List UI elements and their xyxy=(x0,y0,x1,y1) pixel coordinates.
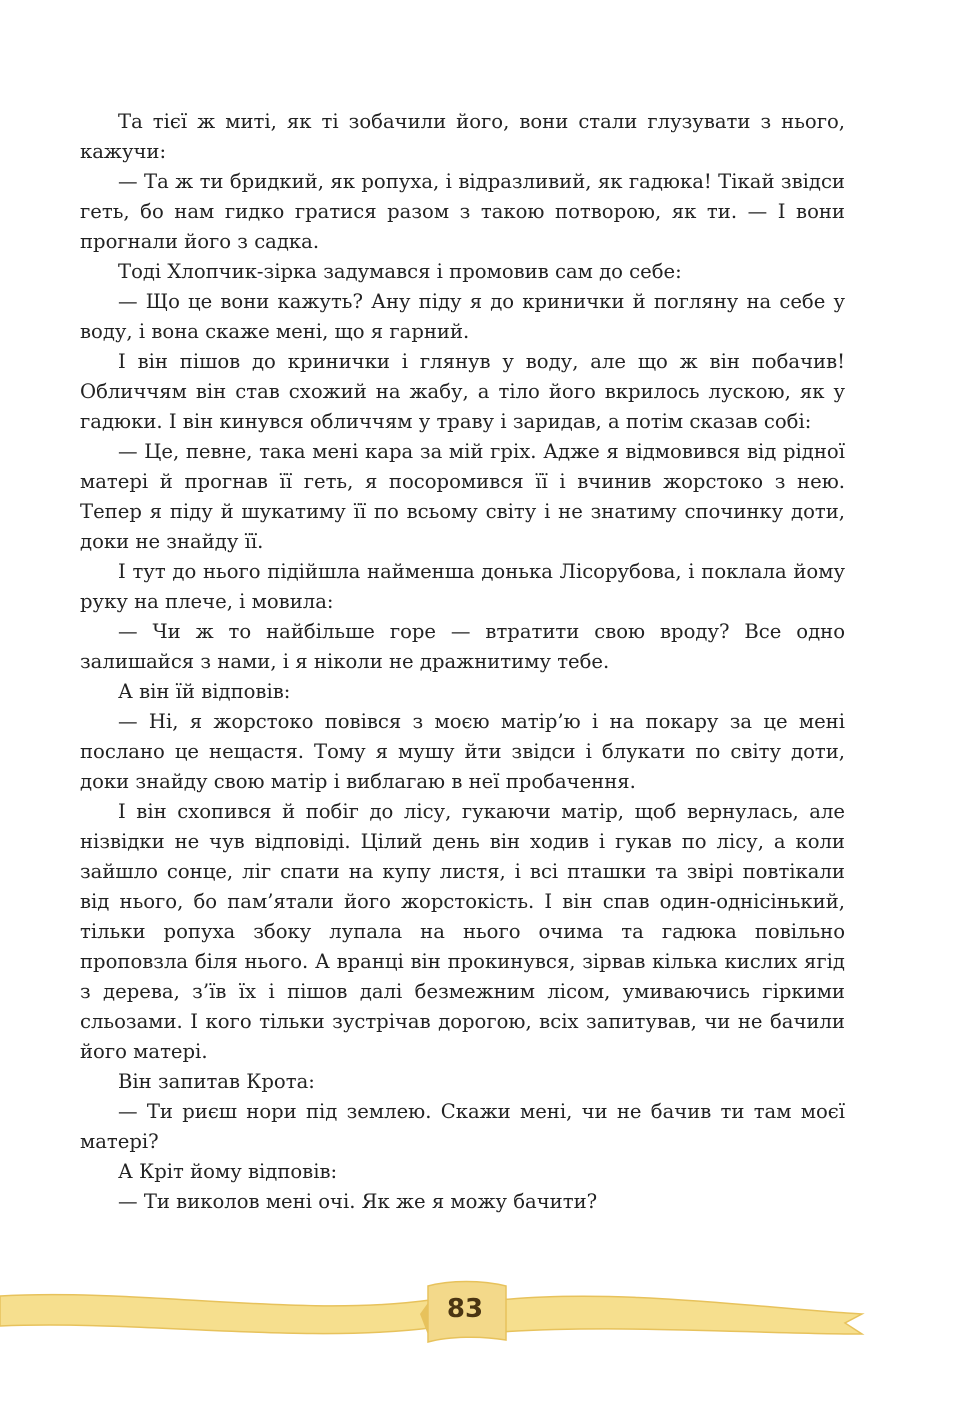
paragraph: — Ти виколов мені очі. Як же я можу бачити? xyxy=(118,1190,598,1213)
paragraph: Тоді Хлопчик-зірка задумався і промовив сам до себе: xyxy=(118,260,682,283)
paragraph: — Це, певне, така мені кара за мій гріх. Адже я відмовився від рідної матері й прогнав її геть, я посоромився її і вчинив жорстоко з нею. Тепер я піду й шукатиму її по всьому світу і не знатиму спочинку доти, доки не знайду її. xyxy=(80,440,845,553)
ribbon-right xyxy=(500,1296,862,1334)
paragraph: — Що це вони кажуть? Ану піду я до кринички й погляну на себе у воду, і вона скаже мені, що я гарний. xyxy=(80,290,845,343)
paragraph: Та тієї ж миті, як ті зобачили його, вони стали глузувати з нього, кажучи: xyxy=(80,110,845,163)
ribbon-left xyxy=(0,1295,430,1334)
paragraph: І він схопився й побіг до лісу, гукаючи матір, щоб вернулась, але нізвідки не чув відповіді. Цілий день він ходив і гукав по лісу, а коли зайшло сонце, ліг спати на купу листя, і всі пташки та звірі повтікали від нього, бо пам’ятали його жорстокість. І він спав один-однісінький, тільки ропуха збоку лупала на нього очима та гадюка повільно проповзла біля нього. А вранці він прокинувся, зірвав кілька кислих ягід з дерева, з’їв їх і пішов далі безмежним лісом, умиваючись гіркими сльозами. І кого тільки зустрічав дорогою, всіх запитував, чи не бачили його матері. xyxy=(80,800,845,1063)
paragraph: — Чи ж то найбільше горе — втратити свою вроду? Все одно залишайся з нами, і я ніколи не дражнитиму тебе. xyxy=(80,620,845,673)
paragraph: А він їй відповів: xyxy=(118,680,291,703)
paragraph: Він запитав Крота: xyxy=(118,1070,315,1093)
page-number: 83 xyxy=(446,1294,484,1324)
paragraph: — Ти риєш нори під землею. Скажи мені, чи не бачив ти там моєї матері? xyxy=(80,1100,845,1153)
paragraph: — Ні, я жорстоко повівся з моєю матір’ю і на покару за це мені послано це нещастя. Тому я мушу йти звідси і блукати по світу доти, доки знайду свою матір і виблагаю в неї пробачення. xyxy=(80,710,845,793)
paragraph: І тут до нього підійшла найменша донька Лісорубова, і поклала йому руку на плече, і мовила: xyxy=(80,560,845,613)
paragraph: А Кріт йому відповів: xyxy=(118,1160,338,1183)
paragraph: — Та ж ти бридкий, як ропуха, і відразливий, як гадюка! Тікай звідси геть, бо нам гидко гратися разом з такою потворою, як ти. — І вони прогнали його з садка. xyxy=(80,170,845,253)
body-text xyxy=(80,107,845,1217)
paragraph: І він пішов до кринички і глянув у воду, але що ж він побачив! Обличчям він став схожий на жабу, а тіло його вкрилось лускою, як у гадюки. І він кинувся обличчям у траву і заридав, а потім сказав собі: xyxy=(80,350,845,433)
